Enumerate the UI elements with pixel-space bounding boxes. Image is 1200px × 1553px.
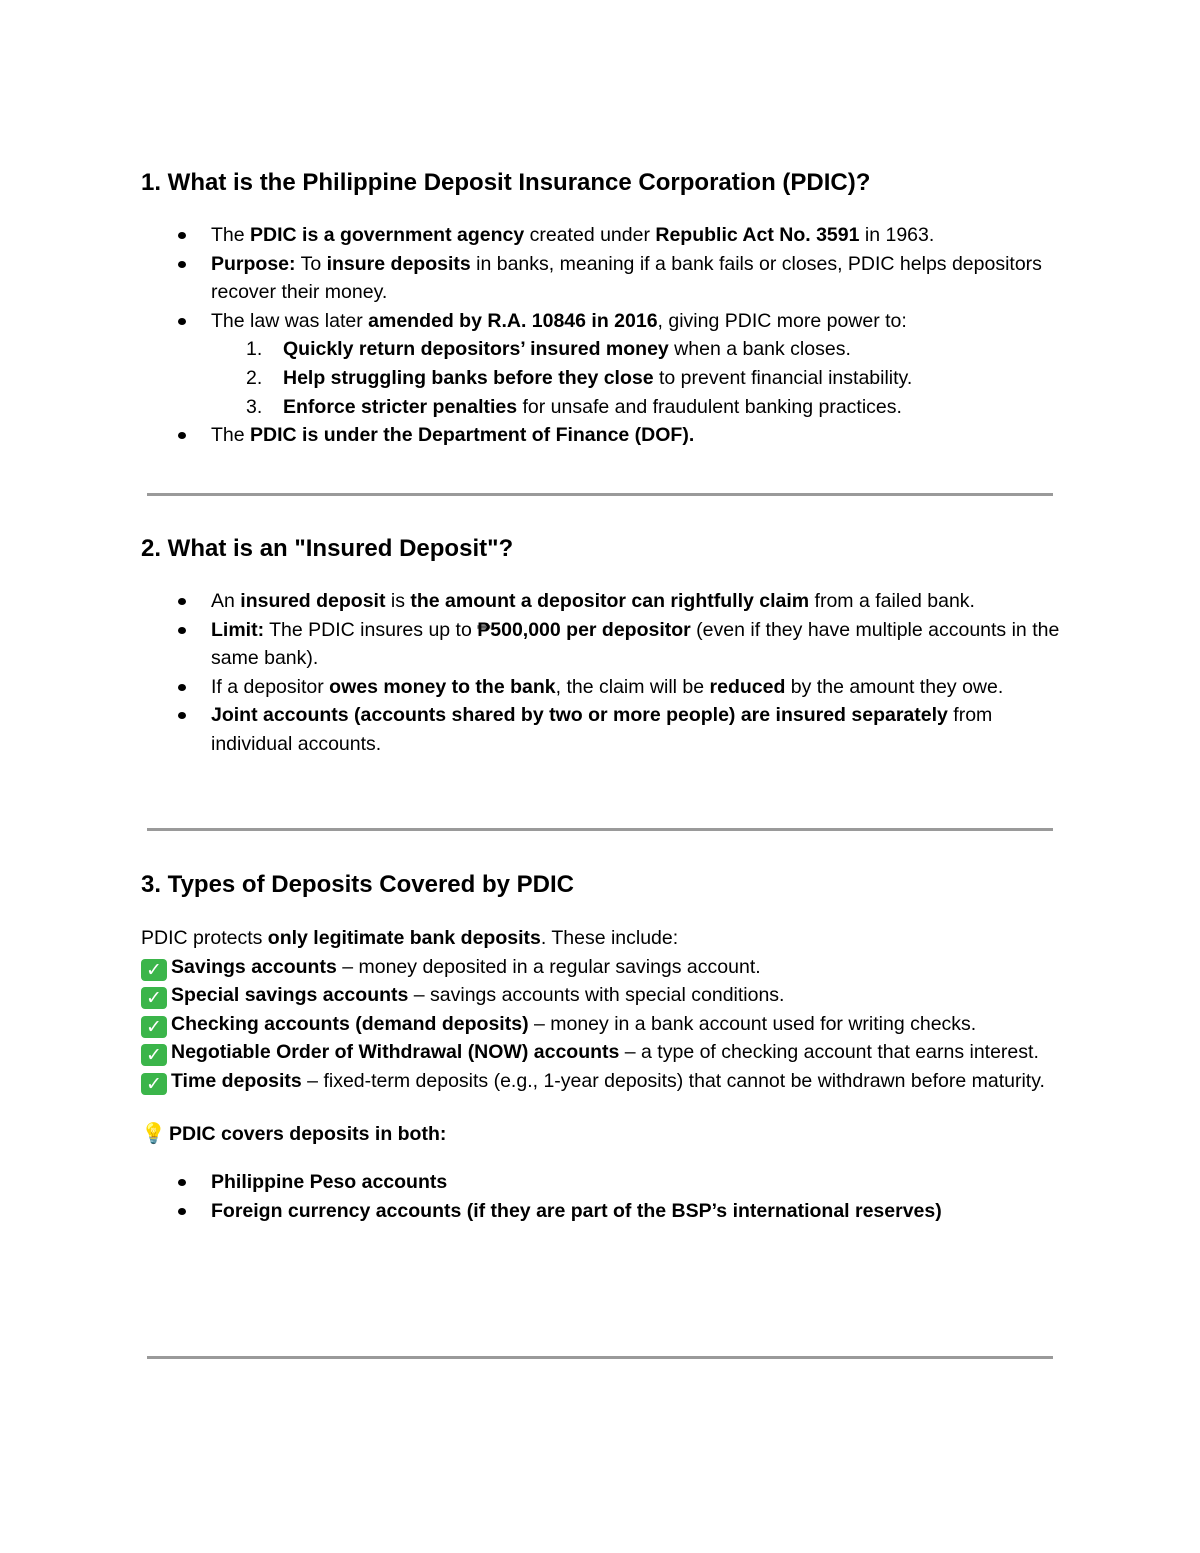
checklist-item: ✓ Savings accounts – money deposited in a regular savings account. (141, 953, 1061, 982)
covers-note: 💡 PDIC covers deposits in both: (141, 1119, 1061, 1149)
section-insured-deposit (141, 534, 1061, 759)
list-item: 3. Enforce stricter penalties for unsafe and fraudulent banking practices. (246, 395, 902, 418)
divider (147, 828, 1053, 831)
divider (147, 1356, 1053, 1359)
divider (147, 493, 1053, 496)
check-mark-icon: ✓ (141, 1044, 167, 1066)
checklist-item: ✓ Time deposits – fixed-term deposits (e.g., 1-year deposits) that cannot be withdrawn before maturity. (141, 1067, 1061, 1096)
checklist-item: ✓ Negotiable Order of Withdrawal (NOW) accounts – a type of checking account that earns interest. (141, 1038, 1061, 1067)
checklist-item: ✓ Checking accounts (demand deposits) – money in a bank account used for writing checks. (141, 1010, 1061, 1039)
check-mark-icon: ✓ (141, 987, 167, 1009)
list-item: The PDIC is under the Department of Finance (DOF). (211, 421, 1061, 450)
list-item: An insured deposit is the amount a depositor can rightfully claim from a failed bank. (211, 587, 1061, 616)
list-item: Foreign currency accounts (if they are part of the BSP’s international reserves) (211, 1197, 1061, 1226)
bullet-list (141, 587, 1061, 759)
section-pdic (141, 168, 1061, 450)
list-item: Purpose: To insure deposits in banks, meaning if a bank fails or closes, PDIC helps depositors recover their money. (211, 250, 1061, 307)
bullet-list (141, 1168, 1061, 1225)
section-heading: 1. What is the Philippine Deposit Insurance Corporation (PDIC)? (141, 169, 871, 196)
list-item: Limit: The PDIC insures up to ₱500,000 per depositor (even if they have multiple accounts in the same bank). (211, 616, 1061, 673)
checklist-item: ✓ Special savings accounts – savings accounts with special conditions. (141, 981, 1061, 1010)
section-deposit-types (141, 870, 1061, 1225)
checklist (141, 953, 1061, 1096)
list-item: Philippine Peso accounts (211, 1168, 1061, 1197)
numbered-list (211, 335, 1061, 421)
check-mark-icon: ✓ (141, 959, 167, 981)
list-item: 1. Quickly return depositors’ insured money when a bank closes. (246, 338, 851, 361)
list-item: If a depositor owes money to the bank, the claim will be reduced by the amount they owe. (211, 673, 1061, 702)
bullet-list (141, 221, 1061, 450)
section-heading: 3. Types of Deposits Covered by PDIC (141, 871, 574, 898)
intro-paragraph: PDIC protects only legitimate bank deposits. These include: (141, 927, 679, 949)
light-bulb-icon: 💡 (141, 1120, 166, 1145)
list-item: The PDIC is a government agency created under Republic Act No. 3591 in 1963. (211, 221, 1061, 250)
list-item: Joint accounts (accounts shared by two or more people) are insured separately from individual accounts. (211, 701, 1061, 758)
list-item: The law was later amended by R.A. 10846 in 2016, giving PDIC more power to: 1. Quickly return depositors’ insured money when a bank closes. 2. Help struggling banks before they close to prevent financial instability. 3. Enforce stricter penalties for unsafe and fraudulent banking practices. (211, 307, 1061, 421)
section-heading: 2. What is an "Insured Deposit"? (141, 535, 514, 562)
list-item: 2. Help struggling banks before they close to prevent financial instability. (246, 366, 913, 389)
check-mark-icon: ✓ (141, 1016, 167, 1038)
check-mark-icon: ✓ (141, 1073, 167, 1095)
